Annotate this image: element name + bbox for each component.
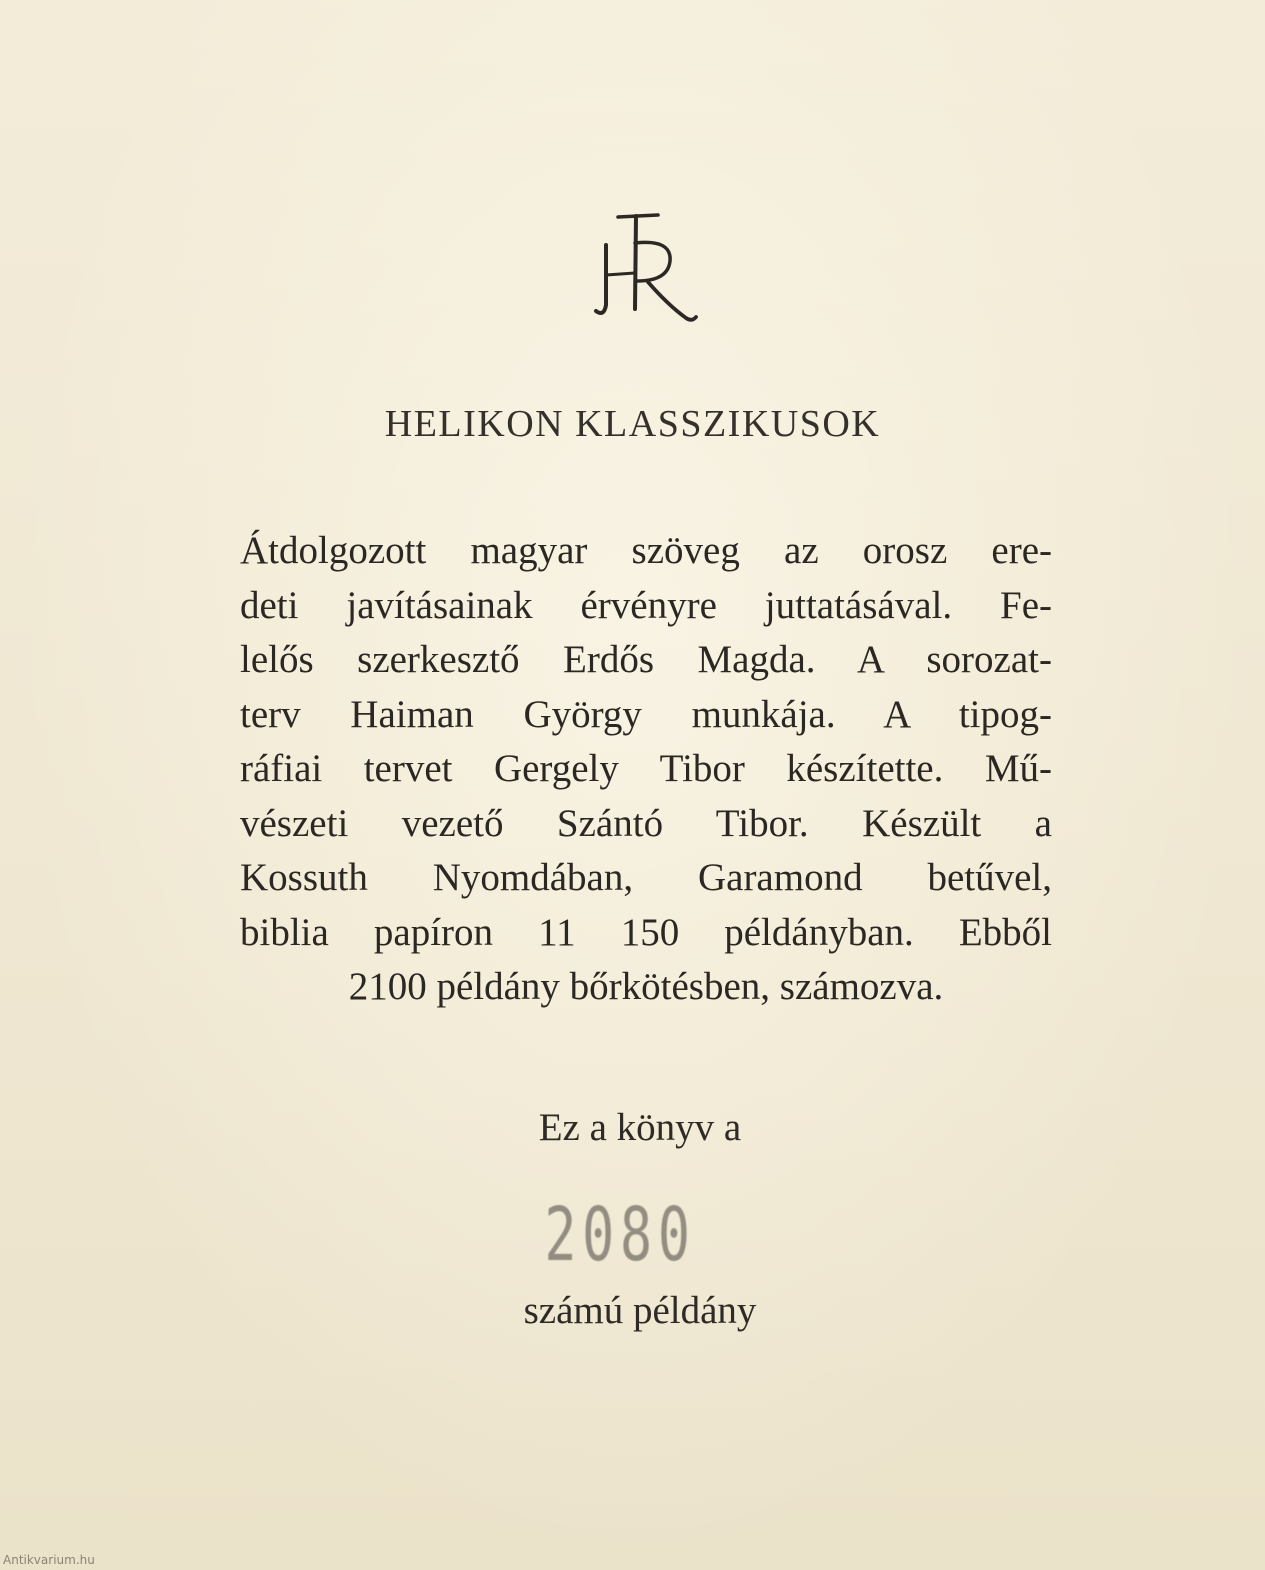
copy-label: számú példány bbox=[523, 1289, 757, 1332]
helikon-monogram-logo bbox=[588, 205, 708, 330]
colophon-text bbox=[240, 524, 1052, 1015]
colophon-line: 2100 példány bőrkötésben, számozva. bbox=[348, 965, 944, 1008]
copy-number-stamp: 2080 bbox=[544, 1192, 696, 1278]
colophon-line: lelős szerkesztő Erdős Magda. A sorozat- bbox=[240, 638, 1052, 681]
colophon-line: terv Haiman György munkája. A tipog- bbox=[240, 692, 1052, 736]
colophon-line: Átdolgozott magyar szöveg az orosz ere- bbox=[240, 529, 1052, 572]
colophon-line: vészeti vezető Szántó Tibor. Készült a bbox=[240, 801, 1052, 845]
watermark: Antikvarium.hu bbox=[3, 1553, 95, 1567]
colophon-line: deti javításainak érvényre juttatásával. Fe- bbox=[240, 583, 1052, 627]
colophon-line: Kossuth Nyomdában, Garamond betűvel, bbox=[240, 856, 1052, 899]
colophon-line: ráfiai tervet Gergely Tibor készítette. Mű- bbox=[240, 747, 1052, 790]
series-title: HELIKON KLASSZIKUSOK bbox=[384, 403, 881, 445]
colophon-line: biblia papíron 11 150 példányban. Ebből bbox=[240, 910, 1052, 954]
copy-intro: Ez a könyv a bbox=[538, 1106, 742, 1149]
